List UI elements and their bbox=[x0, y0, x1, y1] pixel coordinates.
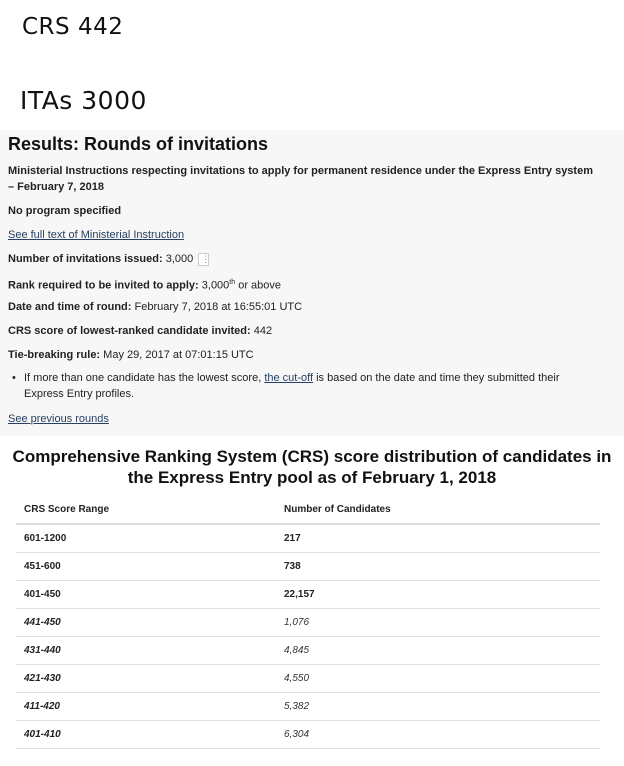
col-count-header: Number of Candidates bbox=[276, 500, 600, 524]
rank-value: 3,000 bbox=[201, 279, 230, 292]
table-row: 431-440 4,845 bbox=[16, 637, 600, 665]
tiebreak-label: Tie-breaking rule: bbox=[8, 349, 101, 361]
table-row: 441-450 1,076 bbox=[16, 609, 600, 637]
datetime-value: February 7, 2018 at 16:55:01 UTC bbox=[134, 301, 303, 313]
crs-label: CRS score of lowest-ranked candidate invited: bbox=[8, 325, 251, 337]
rank-suffix: or above bbox=[238, 279, 282, 292]
datetime-row bbox=[8, 299, 302, 315]
handwritten-crs-note: CRS 442 bbox=[22, 14, 124, 40]
invitations-label: Number of invitations issued: bbox=[8, 253, 163, 265]
distribution-section bbox=[0, 438, 624, 766]
table-row: 401-410 6,304 bbox=[16, 721, 600, 749]
stepper-icon[interactable] bbox=[198, 253, 209, 266]
instructions-heading: Ministerial Instructions respecting invitations to apply for permanent residence under the Express Entry system – February 7, 2018 bbox=[8, 165, 593, 193]
table-row: 601-1200 217 bbox=[16, 524, 600, 553]
distribution-table bbox=[16, 500, 600, 749]
table-row: 451-600 738 bbox=[16, 553, 600, 581]
table-row: 401-450 22,157 bbox=[16, 581, 600, 609]
results-section bbox=[0, 130, 624, 436]
program-text: No program specified bbox=[8, 205, 122, 217]
crs-row bbox=[8, 323, 272, 339]
tiebreak-value: May 29, 2017 at 07:01:15 UTC bbox=[103, 349, 254, 361]
distribution-title: Comprehensive Ranking System (CRS) score distribution of candidates in the Express Entry pool as of February 1, 2018 bbox=[12, 447, 612, 487]
table-row: 411-420 5,382 bbox=[16, 693, 600, 721]
datetime-label: Date and time of round: bbox=[8, 301, 132, 313]
rank-label: Rank required to be invited to apply: bbox=[8, 279, 199, 292]
crs-value: 442 bbox=[253, 325, 273, 337]
full-text-link[interactable]: See full text of Ministerial Instruction bbox=[8, 229, 185, 241]
handwritten-itas-note: ITAs 3000 bbox=[20, 86, 147, 115]
results-title: Results: Rounds of invitations bbox=[8, 134, 269, 154]
cutoff-link[interactable]: the cut-off bbox=[264, 372, 314, 384]
col-range-header: CRS Score Range bbox=[16, 500, 276, 524]
previous-rounds-link[interactable]: See previous rounds bbox=[8, 413, 109, 425]
invitations-row bbox=[8, 251, 209, 267]
rank-ordinal: th bbox=[229, 279, 236, 286]
cutoff-bullet: • If more than one candidate has the lowest score, the cut-off is based on the date and time they submitted their Express Entry profiles. bbox=[24, 370, 594, 402]
table-row: 421-430 4,550 bbox=[16, 665, 600, 693]
table-header-row bbox=[16, 500, 600, 524]
rank-row bbox=[8, 275, 281, 294]
tiebreak-row bbox=[8, 347, 254, 363]
invitations-value: 3,000 bbox=[165, 253, 194, 265]
